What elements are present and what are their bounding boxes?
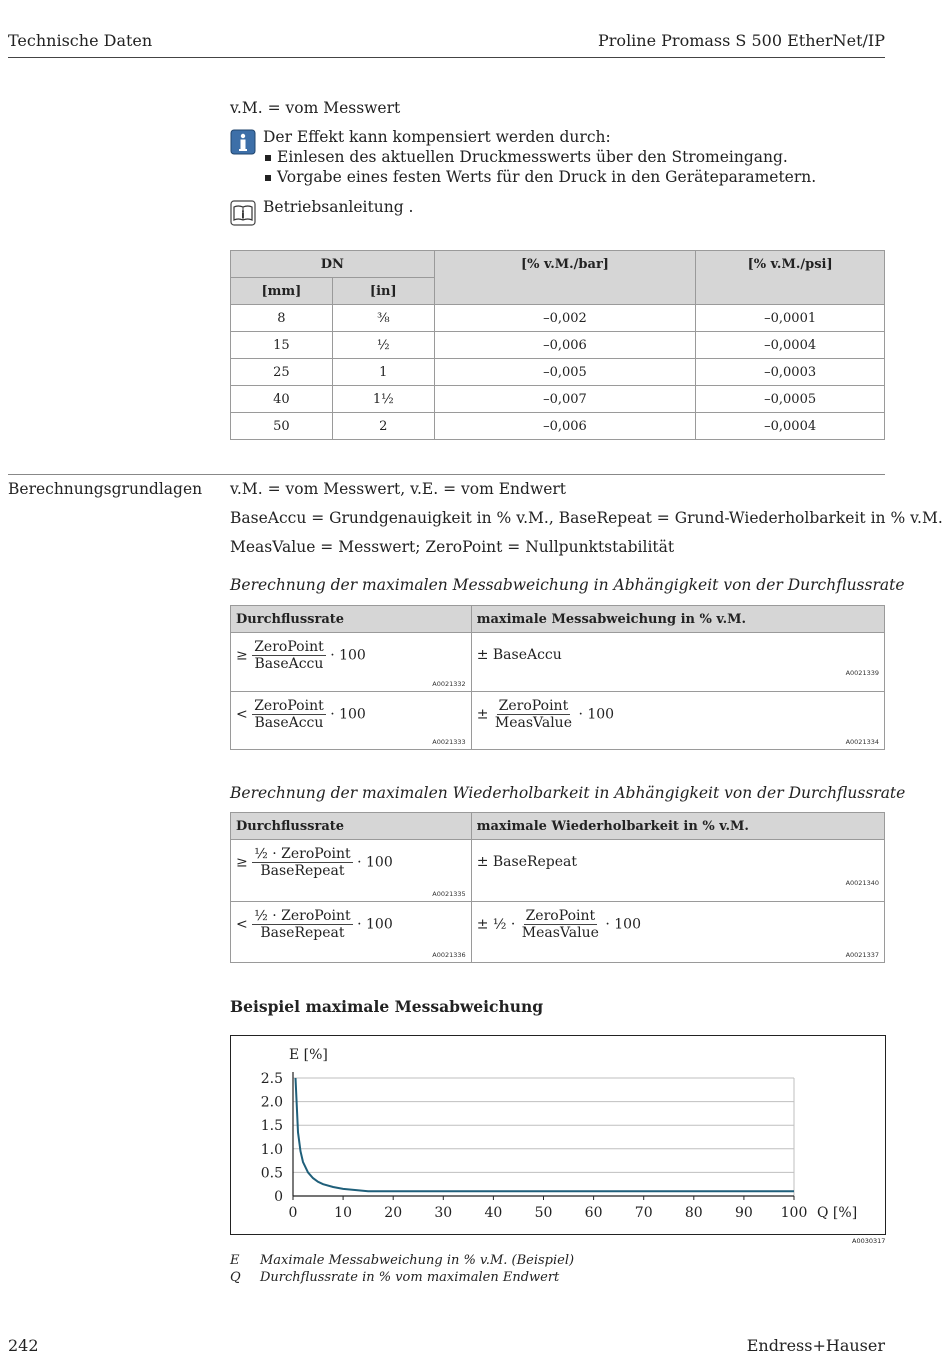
table-row	[231, 840, 885, 902]
table-row	[231, 902, 885, 963]
figure-code: A0021332	[432, 680, 466, 688]
accuracy-heading: Berechnung der maximalen Messabweichung in Abhängigkeit von der Durchflussrate	[230, 576, 905, 594]
y-tick-label: 1.5	[260, 1118, 283, 1135]
col-flow-rate: Durchflussrate	[231, 813, 472, 840]
cell-psi: –0,0004	[696, 413, 885, 440]
accuracy-table	[230, 605, 885, 750]
table-row	[231, 386, 885, 413]
col-max-error: maximale Messabweichung in % v.M.	[471, 606, 884, 633]
y-tick-label: 2.0	[260, 1094, 283, 1111]
x-tick-label: 90	[734, 1205, 753, 1221]
y-tick-label: 0	[274, 1189, 283, 1205]
result: ± $\frac{\text{ZeroPoint}}{\text{MeasValue}}$ · 100	[476, 698, 615, 731]
formula: ≥ $\frac{\text{½ · ZeroPoint}}{\text{BaseRepeat}}$ · 100	[236, 846, 393, 879]
table-row	[231, 692, 885, 750]
header-mm: [mm]	[231, 278, 333, 305]
cell-bar: –0,005	[434, 359, 696, 386]
cell-psi: –0,0003	[696, 359, 885, 386]
example-chart	[231, 1036, 885, 1234]
figure-code: A0030317	[852, 1237, 886, 1245]
repeatability-table	[230, 812, 885, 963]
x-tick-label: 70	[634, 1205, 653, 1221]
cell-mm: 8	[231, 305, 333, 332]
cell-bar: –0,006	[434, 413, 696, 440]
definition-line: BaseAccu = Grundgenauigkeit in % v.M., BaseRepeat = Grund-Wiederholbarkeit in % v.M.	[230, 509, 943, 527]
cell-bar: –0,006	[434, 332, 696, 359]
result: ± BaseAccu	[476, 647, 562, 663]
table-row	[231, 413, 885, 440]
page-number: 242	[8, 1336, 39, 1355]
x-tick-label: 80	[684, 1205, 703, 1221]
header-in: [in]	[332, 278, 434, 305]
header-dn: DN	[231, 251, 435, 278]
x-tick-label: 0	[288, 1205, 298, 1221]
cell-bar: –0,007	[434, 386, 696, 413]
svg-text:i: i	[241, 210, 245, 221]
cell-mm: 50	[231, 413, 333, 440]
figure-code: A0021336	[432, 951, 466, 959]
note-bullet: Vorgabe eines festen Werts für den Druck in den Geräteparametern.	[265, 168, 816, 186]
formula: < $\frac{\text{ZeroPoint}}{\text{BaseAccu}}$ · 100	[236, 698, 366, 731]
vm-definition: v.M. = vom Messwert	[230, 99, 401, 117]
cell-bar: –0,002	[434, 305, 696, 332]
cell-mm: 15	[231, 332, 333, 359]
y-tick-label: 1.0	[260, 1141, 283, 1158]
table-row	[231, 305, 885, 332]
x-tick-label: 20	[384, 1205, 403, 1221]
note-bullet: Einlesen des aktuellen Druckmesswerts über den Stromeingang.	[265, 148, 788, 166]
figure-code: A0021335	[432, 890, 466, 898]
table-row	[231, 359, 885, 386]
cell-mm: 40	[231, 386, 333, 413]
figure-code: A0021339	[845, 669, 879, 677]
x-tick-label: 60	[584, 1205, 603, 1221]
cell-psi: –0,0001	[696, 305, 885, 332]
definition-line: v.M. = vom Messwert, v.E. = vom Endwert	[230, 480, 567, 498]
series-line	[296, 1078, 795, 1191]
header-rule	[8, 57, 885, 58]
info-icon	[230, 129, 256, 155]
figure-code: A0021340	[845, 879, 879, 887]
table-row	[231, 332, 885, 359]
y-axis-label: E [%]	[289, 1047, 328, 1063]
definition-line: MeasValue = Messwert; ZeroPoint = Nullpunktstabilität	[230, 538, 675, 556]
result: ± BaseRepeat	[476, 854, 578, 870]
manual-reference: Betriebsanleitung .	[263, 198, 414, 216]
formula: ≥ $\frac{\text{ZeroPoint}}{\text{BaseAccu}}$ · 100	[236, 639, 366, 672]
cell-psi: –0,0005	[696, 386, 885, 413]
result: ± ½ · $\frac{\text{ZeroPoint}}{\text{MeasValue}}$ · 100	[476, 908, 641, 941]
x-tick-label: 50	[534, 1205, 553, 1221]
note-title: Der Effekt kann kompensiert werden durch:	[263, 128, 611, 146]
cell-in: ½	[332, 332, 434, 359]
x-tick-label: 40	[484, 1205, 503, 1221]
header-psi: [% v.M./psi]	[696, 251, 885, 305]
cell-in: ⅜	[332, 305, 434, 332]
section-label: Berechnungsgrundlagen	[8, 480, 203, 498]
col-flow-rate: Durchflussrate	[231, 606, 472, 633]
header-bar: [% v.M./bar]	[434, 251, 696, 305]
pressure-effect-table	[230, 250, 885, 440]
running-header-section: Technische Daten	[8, 31, 153, 50]
figure-code: A0021334	[845, 738, 879, 746]
brand-footer: Endress+Hauser	[746, 1336, 885, 1355]
example-heading: Beispiel maximale Messabweichung	[230, 997, 544, 1016]
example-chart-frame	[230, 1035, 886, 1235]
manual-book-icon	[230, 200, 256, 226]
x-tick-label: 10	[334, 1205, 353, 1221]
section-rule	[8, 474, 885, 475]
cell-mm: 25	[231, 359, 333, 386]
x-tick-label: 30	[434, 1205, 453, 1221]
cell-psi: –0,0004	[696, 332, 885, 359]
legend-item: Q Durchflussrate in % vom maximalen Endwert	[230, 1270, 560, 1285]
col-max-repeatability: maximale Wiederholbarkeit in % v.M.	[471, 813, 884, 840]
cell-in: 1½	[332, 386, 434, 413]
y-tick-label: 2.5	[260, 1071, 283, 1087]
x-tick-label: 100	[780, 1205, 808, 1221]
y-tick-label: 0.5	[260, 1165, 283, 1182]
running-header-product: Proline Promass S 500 EtherNet/IP	[598, 31, 885, 50]
x-axis-label: Q [%]	[817, 1205, 858, 1221]
cell-in: 1	[332, 359, 434, 386]
table-row	[231, 633, 885, 692]
formula: < $\frac{\text{½ · ZeroPoint}}{\text{BaseRepeat}}$ · 100	[236, 908, 393, 941]
figure-code: A0021333	[432, 738, 466, 746]
legend-item: E Maximale Messabweichung in % v.M. (Beispiel)	[230, 1253, 575, 1268]
figure-code: A0021337	[845, 951, 879, 959]
repeatability-heading: Berechnung der maximalen Wiederholbarkeit in Abhängigkeit von der Durchflussrate	[230, 784, 906, 802]
cell-in: 2	[332, 413, 434, 440]
